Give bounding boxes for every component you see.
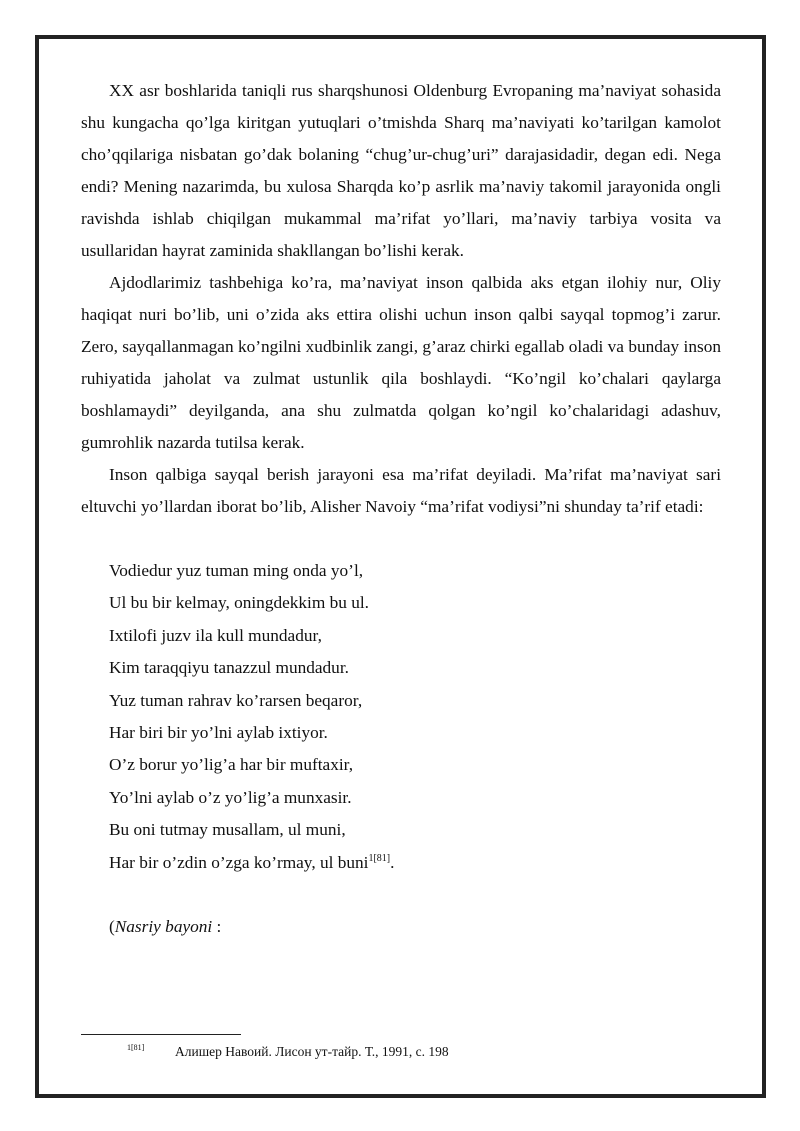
paragraph-2: Ajdodlarimiz tashbehiga ko’ra, ma’naviyat inson qalbida aks etgan ilohiy nur, Oliy haqiqat nuri bo’lib, uni o’zida aks ettira olishi uchun inson qalbi sayqal topmog’i zarur. Zero, sayqallanmagan ko’ngilni xudbinlik zangi, g’araz chirki egallab oladi va bunday inson ruhiyatida jaholat va zulmat ustunlik qila boshlaydi. “Ko’ngil ko’chalari qaylarga boshlamaydi” deyilganda, ana shu zulmatda qolgan ko’ngil ko’chalaridagi adashuv, gumrohlik nazarda tutilsa kerak. xyxy=(81,273,721,452)
poem-line: Yuz tuman rahrav ko’rarsen beqaror, xyxy=(109,690,363,710)
page-content xyxy=(81,75,721,943)
poem xyxy=(81,555,721,879)
prose-heading-italic: Nasriy bayoni xyxy=(114,917,213,937)
poem-line: Har biri bir yo’lni aylab ixtiyor. xyxy=(109,723,328,743)
poem-line: Ul bu bir kelmay, oningdekkim bu ul. xyxy=(109,593,369,613)
poem-line-last xyxy=(109,847,721,879)
footnote xyxy=(81,1043,721,1061)
prose-open-paren: ( xyxy=(109,917,115,937)
prose-heading-rest: : xyxy=(212,917,222,937)
poem-line: Vodiedur yuz tuman ming onda yo’l, xyxy=(109,561,364,580)
poem-last-text: Har bir o’zdin o’zga ko’rmay, ul buni xyxy=(109,852,369,872)
footnote-divider xyxy=(81,1034,241,1035)
poem-last-end: . xyxy=(390,852,395,872)
footnote-mark: 1[81] xyxy=(127,1043,145,1052)
poem-line: Bu oni tutmay musallam, ul muni, xyxy=(109,820,346,840)
poem-line: Yo’lni aylab o’z yo’lig’a munxasir. xyxy=(109,787,352,807)
poem-line: Ixtilofi juzv ila kull mundadur, xyxy=(109,625,322,645)
paragraph-1: XX asr boshlarida taniqli rus sharqshunosi Oldenburg Evropaning ma’naviyat sohasida shu kungacha qo’lga kiritgan yutuqlari o’tmishda Sharq ma’naviyati ko’tarilgan kamolot cho’qqilariga nisbatan go’dak bolaning “chug’ur-chug’uri” darajasidadir, degan edi. Nega endi? Mening nazarimda, bu xulosa Sharqda ko’p asrlik ma’naviy takomil jarayonida ongli ravishda ishlab chiqilgan mukammal ma’rifat yo’llari, ma’naviy tarbiya vosita va usullaridan hayrat zaminida shakllangan bo’lishi kerak. xyxy=(81,81,721,260)
page-frame xyxy=(35,35,766,1098)
prose-heading xyxy=(81,911,721,943)
paragraph-3: Inson qalbiga sayqal berish jarayoni esa ma’rifat deyiladi. Ma’rifat ma’naviyat sari eltuvchi yo’llardan iborat bo’lib, Alisher Navoiy “ma’rifat vodiysi”ni shunday ta’rif etadi: xyxy=(81,465,721,516)
footnote-reference[interactable]: 1[81] xyxy=(368,852,391,864)
poem-line: Kim taraqqiyu tanazzul mundadur. xyxy=(109,658,349,678)
footnote-text: Алишер Навоий. Лисон ут-тайр. Т., 1991, с. 198 xyxy=(175,1044,449,1059)
poem-line: O’z borur yo’lig’a har bir muftaxir, xyxy=(109,755,354,775)
